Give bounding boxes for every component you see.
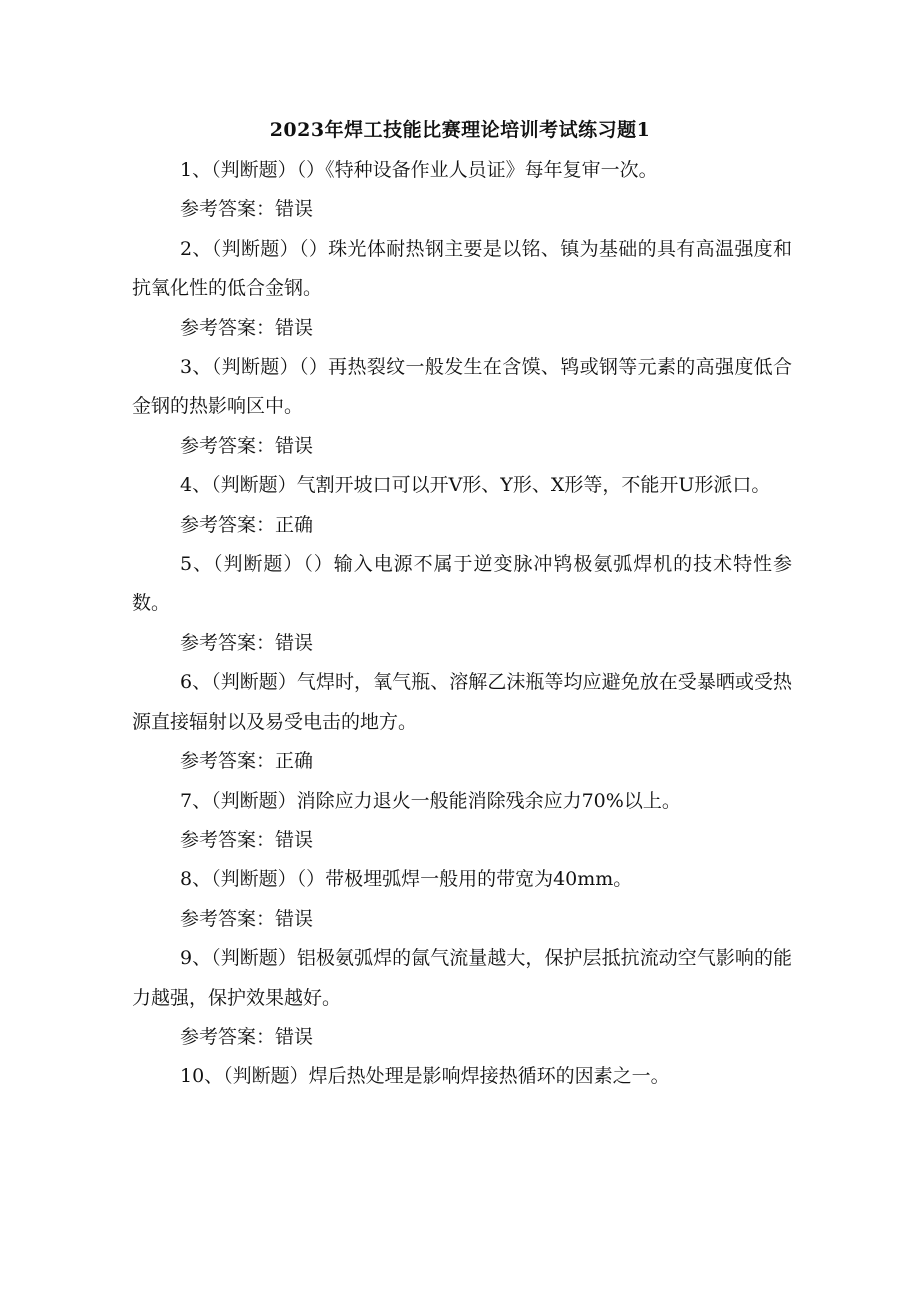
question-4: 4、（判断题）气割开坡口可以开V形、Y形、X形等，不能开U形派口。 xyxy=(180,474,771,497)
question-3: 3、（判断题）（）再热裂纹一般发生在含馍、鸨或钢等元素的高强度低合金钢的热影响区中。 xyxy=(132,356,792,418)
question-6: 6、（判断题）气焊时，氧气瓶、溶解乙沫瓶等均应避免放在受暴晒或受热源直接辐射以及易受电击的地方。 xyxy=(132,671,792,733)
question-10: 10、（判断题）焊后热处理是影响焊接热循环的因素之一。 xyxy=(180,1065,670,1088)
question-1: 1、（判断题）（）《特种设备作业人员证》每年复审一次。 xyxy=(180,159,658,181)
document-title: 2023年焊工技能比赛理论培训考试练习题1 xyxy=(269,119,651,141)
answer-1: 参考答案：错误 xyxy=(180,198,314,221)
question-7: 7、（判断题）消除应力退火一般能消除残余应力70%以上。 xyxy=(180,789,681,812)
answer-5: 参考答案：错误 xyxy=(180,631,314,654)
answer-2: 参考答案：错误 xyxy=(180,316,314,339)
document-body xyxy=(132,151,792,1097)
question-2: 2、（判断题）（）珠光体耐热钢主要是以铭、镇为基础的具有高温强度和抗氧化性的低合金钢。 xyxy=(132,237,792,300)
answer-9: 参考答案：错误 xyxy=(180,1025,314,1048)
answer-7: 参考答案：错误 xyxy=(180,828,314,851)
question-5: 5、（判断题）（）输入电源不属于逆变脉冲鸨极氨弧焊机的技术特性参数。 xyxy=(132,553,792,615)
answer-4: 参考答案：正确 xyxy=(180,513,314,536)
question-9: 9、（判断题）铝极氨弧焊的氤气流量越大，保护层抵抗流动空气影响的能力越强，保护效果越好。 xyxy=(132,947,792,1009)
question-8: 8、（判断题）（）带极埋弧焊一般用的带宽为40mm。 xyxy=(180,868,633,891)
answer-6: 参考答案：正确 xyxy=(180,750,314,773)
answer-8: 参考答案：错误 xyxy=(180,907,314,930)
answer-3: 参考答案：错误 xyxy=(180,434,314,457)
